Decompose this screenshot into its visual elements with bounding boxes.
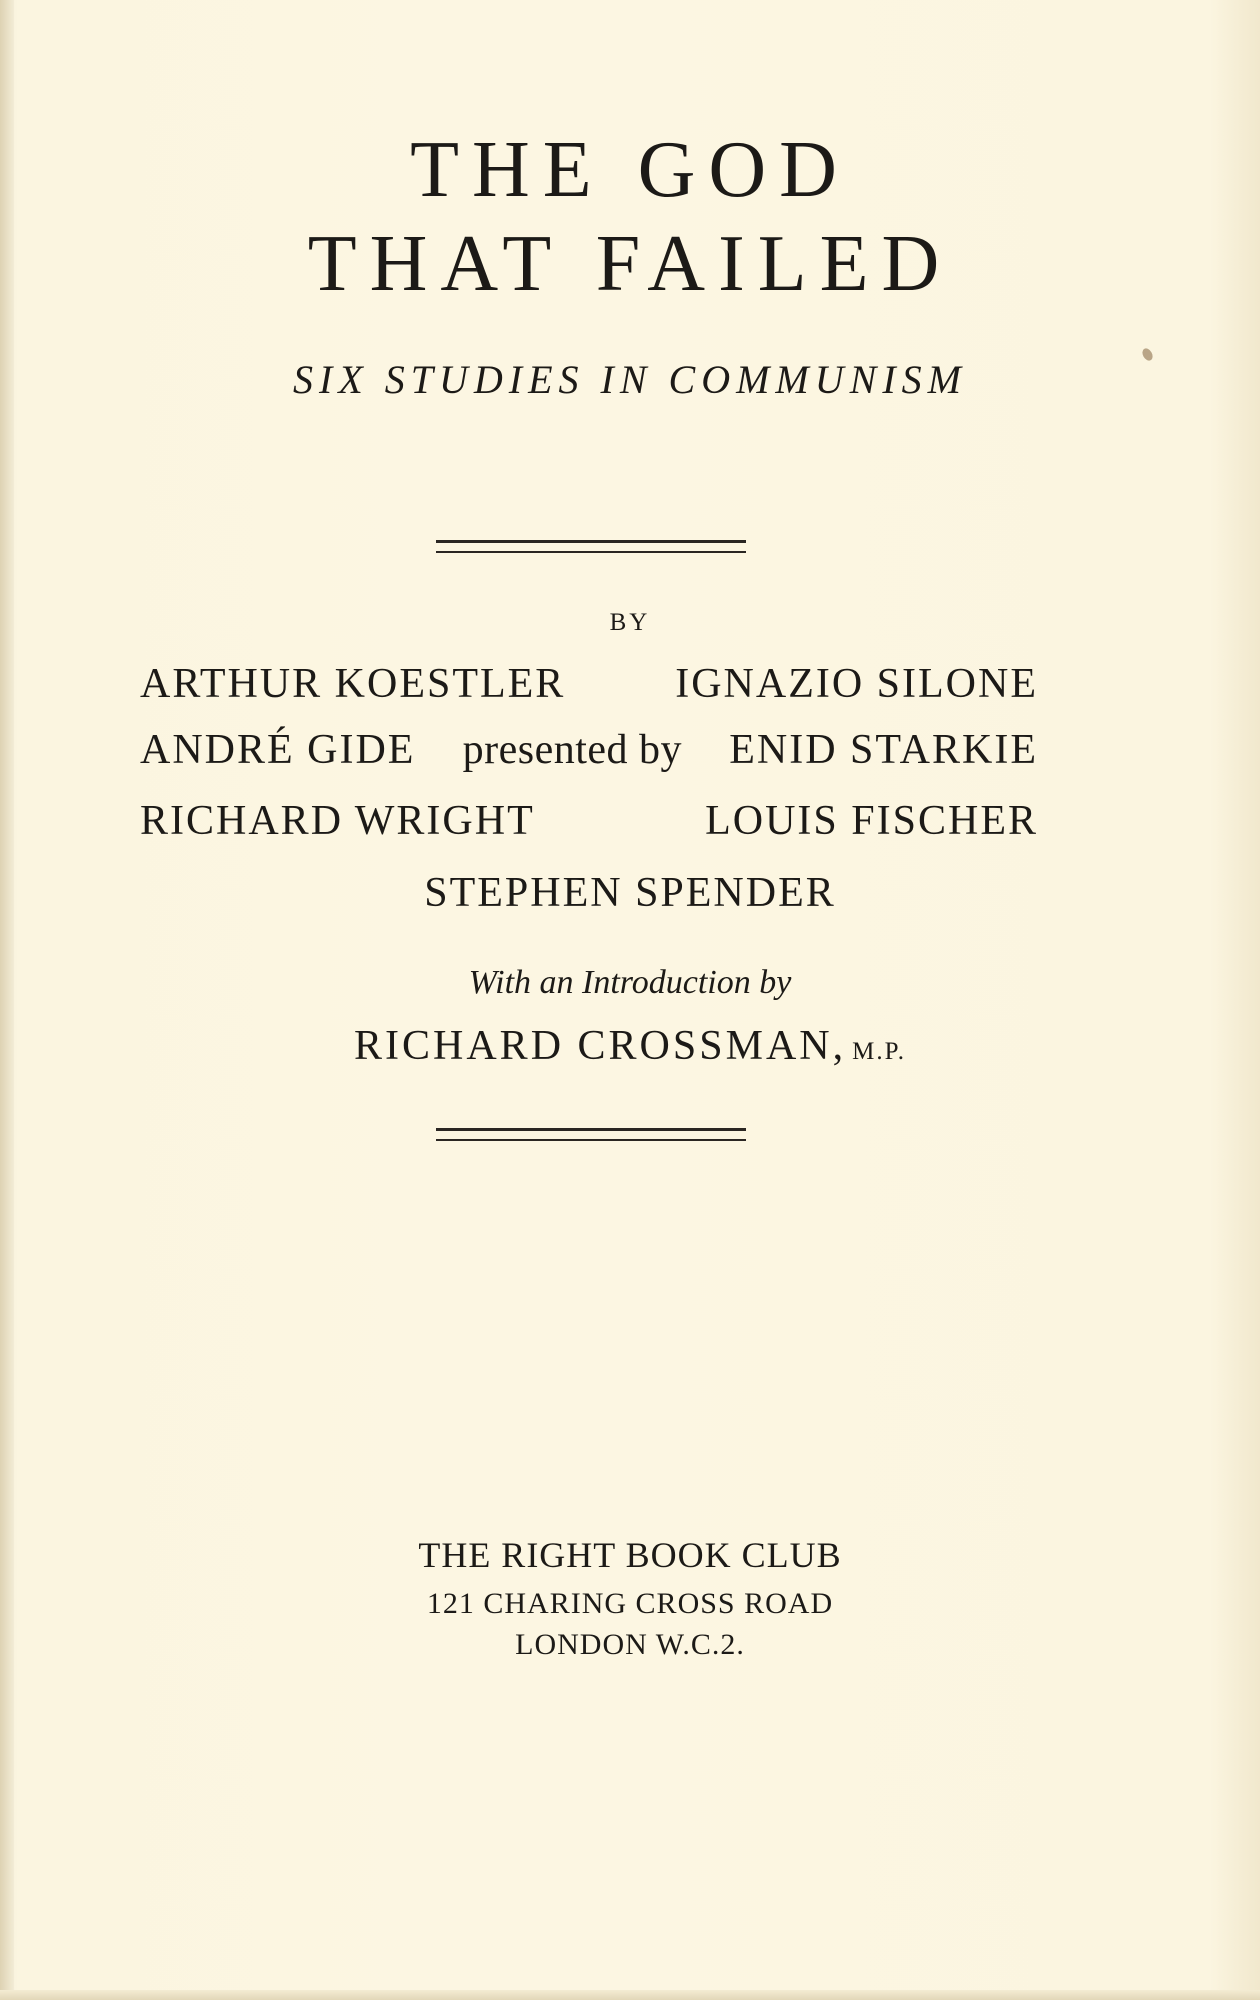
publisher-address-line-2: LONDON W.C.2. (515, 1628, 745, 1661)
author-gide: ANDRÉ GIDE (140, 727, 416, 773)
author-silone: IGNAZIO SILONE (675, 661, 1038, 707)
author-row-3 (140, 800, 1038, 842)
title-line-2: THAT FAILED (307, 220, 953, 308)
author-crossman-title: M.P. (852, 1038, 906, 1065)
title-line-1: THE GOD (410, 126, 850, 214)
author-row-1 (140, 663, 1038, 705)
presented-by-label: presented by (462, 727, 683, 773)
publisher-address-line-1: 121 CHARING CROSS ROAD (426, 1587, 834, 1620)
author-fischer: LOUIS FISCHER (705, 798, 1038, 844)
author-wright: RICHARD WRIGHT (140, 798, 535, 844)
bottom-double-rule (436, 1128, 746, 1141)
author-spender: STEPHEN SPENDER (424, 870, 836, 916)
by-label: BY (609, 609, 651, 636)
publisher-name: THE RIGHT BOOK CLUB (418, 1535, 842, 1575)
author-row-2 (140, 729, 1038, 771)
author-starkie: ENID STARKIE (729, 727, 1038, 773)
subtitle: SIX STUDIES IN COMMUNISM (293, 357, 967, 402)
author-crossman: RICHARD CROSSMAN, (354, 1023, 847, 1069)
author-koestler: ARTHUR KOESTLER (140, 661, 566, 707)
introduction-author (0, 1025, 1260, 1067)
introduction-label: With an Introduction by (468, 964, 792, 1001)
page-bottom-edge (0, 1990, 1260, 2000)
top-double-rule (436, 540, 746, 553)
